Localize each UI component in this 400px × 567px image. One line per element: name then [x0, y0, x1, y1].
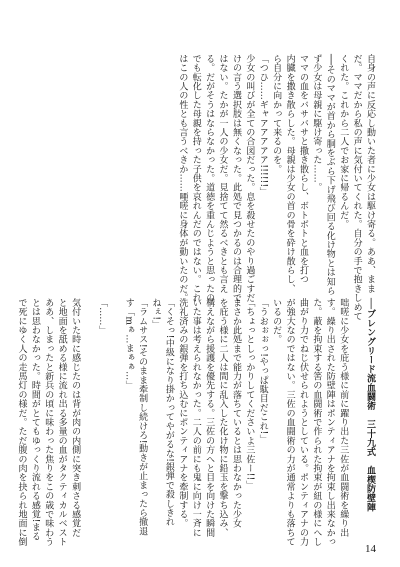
- text-line: だ。ママだから私の声に気付いてくれた。自分の手で抱きしめて: [351, 54, 362, 321]
- text-line: 構えながら援護を優先する。三佐の方へと目を向けた瞬間: [204, 298, 215, 538]
- text-line: を庇う様に二人は間に乱入した化け物に鉛玉を撃ち込み、: [217, 298, 228, 538]
- lower-text-column: [16, 298, 376, 547]
- text-line: [81, 298, 94, 530]
- text-line: す。繰り出された防壁陣はポンティアナを拘束し出来なかっ: [324, 298, 335, 547]
- text-line: 内臓を撒き散らした。母親は少女の首の骨を砕け散らし、: [284, 54, 295, 294]
- text-line: ──ブレングリード流血闘術 三十九式 血楔防壁陣: [365, 298, 375, 512]
- text-line: ──そのママが首から胴をぶら下げ飛び回る化け物とは知ら: [324, 54, 335, 296]
- text-line: が強大なのではない。三佐の血闘術の力が通常よりも落ちて: [284, 298, 295, 547]
- text-line: 少女の叫びが全ての合図だった。息を殺せたのやり過ごすだ: [244, 54, 255, 303]
- text-line: 曲がり力でねじ伏せられようとしている。ポンティアナの力: [297, 298, 308, 547]
- text-line: ら自分に向かって来るのを。: [271, 54, 282, 174]
- text-line: でも転化した母親を持った子供を哀れんだのではない。これ: [190, 54, 201, 303]
- text-line: 自身の声に反応し動いた者に少女は駆け寄る。ああ、まま: [365, 54, 375, 294]
- text-line: と地面を舐める様に流れ出る多量の血がタクティカルベスト: [56, 298, 67, 547]
- text-line: はない。たかが一人の少女だ。見捨てて然るべきとも言え: [217, 54, 228, 294]
- page-number: 14: [365, 543, 376, 555]
- text-line: た。蔽を拘束する筈の血闘術で作られた拘束が紐の様にへし: [311, 298, 322, 547]
- text-line: けの言う選択肢は無くなった。此処で見つかるのは合理的で: [230, 54, 241, 303]
- text-line: 咄嗟に少女を庇う様に前に躍り出た三佐が血闘術を繰り出: [338, 298, 349, 538]
- text-line: で死にゆく人の走馬灯の様だ。ただ腹の肉を抉られ地面に倒: [16, 298, 27, 547]
- text-line: [349, 298, 362, 530]
- text-line: ママの血をバサバサと撒き散らし、ボトボトと血を打つ: [297, 54, 308, 284]
- text-line: はこの人の性とも言うべきか……唖嗟に身体が動いたのだ。: [177, 54, 188, 303]
- text-line: いるのだ。: [271, 298, 282, 344]
- text-line: まさか此処まで能力が落ちているとは思わなかった少女: [230, 298, 241, 528]
- text-line: くれた。これから二人でお家に帰るんだ。: [338, 54, 349, 229]
- text-line: 「くそっ!中級になり掛かってやがるな!銀弾で殺しきれ: [163, 298, 174, 527]
- text-line: ねぇ!」: [150, 298, 161, 330]
- text-line: 「ラムサス!そのまま牽制し続けろ!動きが止まったら撤退: [137, 298, 148, 536]
- text-line: る。だがそうはならなかった。道徳を重んじようと思ったの: [204, 54, 215, 303]
- text-line: 「……」: [96, 298, 107, 335]
- text-line: とは思わなかった。時間がとてもゆっくり流れる感覚!まる: [29, 298, 40, 542]
- text-line: 洗礼済みの銀弾を打ち込むにポンティアナを牽制する。: [177, 298, 188, 528]
- text-line: 「ちょっとしっかりしてくださいよ三佐ー!!」: [244, 298, 255, 490]
- text-line: す「mぁ…まぁぁ…」: [123, 298, 134, 390]
- text-line: 「つひ……ギャアアアアア!!!!!!」: [257, 54, 268, 197]
- text-line: いた事は考えられなかった。二人の前にも鬼に向け一斉に: [190, 298, 201, 538]
- text-line: [108, 298, 121, 530]
- text-line: ああ、しまったと新兵の頃に味わった焦りをこの歳で味わう: [43, 298, 54, 547]
- text-line: 気付いた時に感じたのは背が肉の内側に突き刺さる感覚だ: [70, 298, 81, 538]
- text-line: ず少女は母親に駆け寄った……。: [311, 54, 322, 192]
- text-line: 「うおぉぉっ!やっぱ駄目だこれ!」: [257, 298, 268, 444]
